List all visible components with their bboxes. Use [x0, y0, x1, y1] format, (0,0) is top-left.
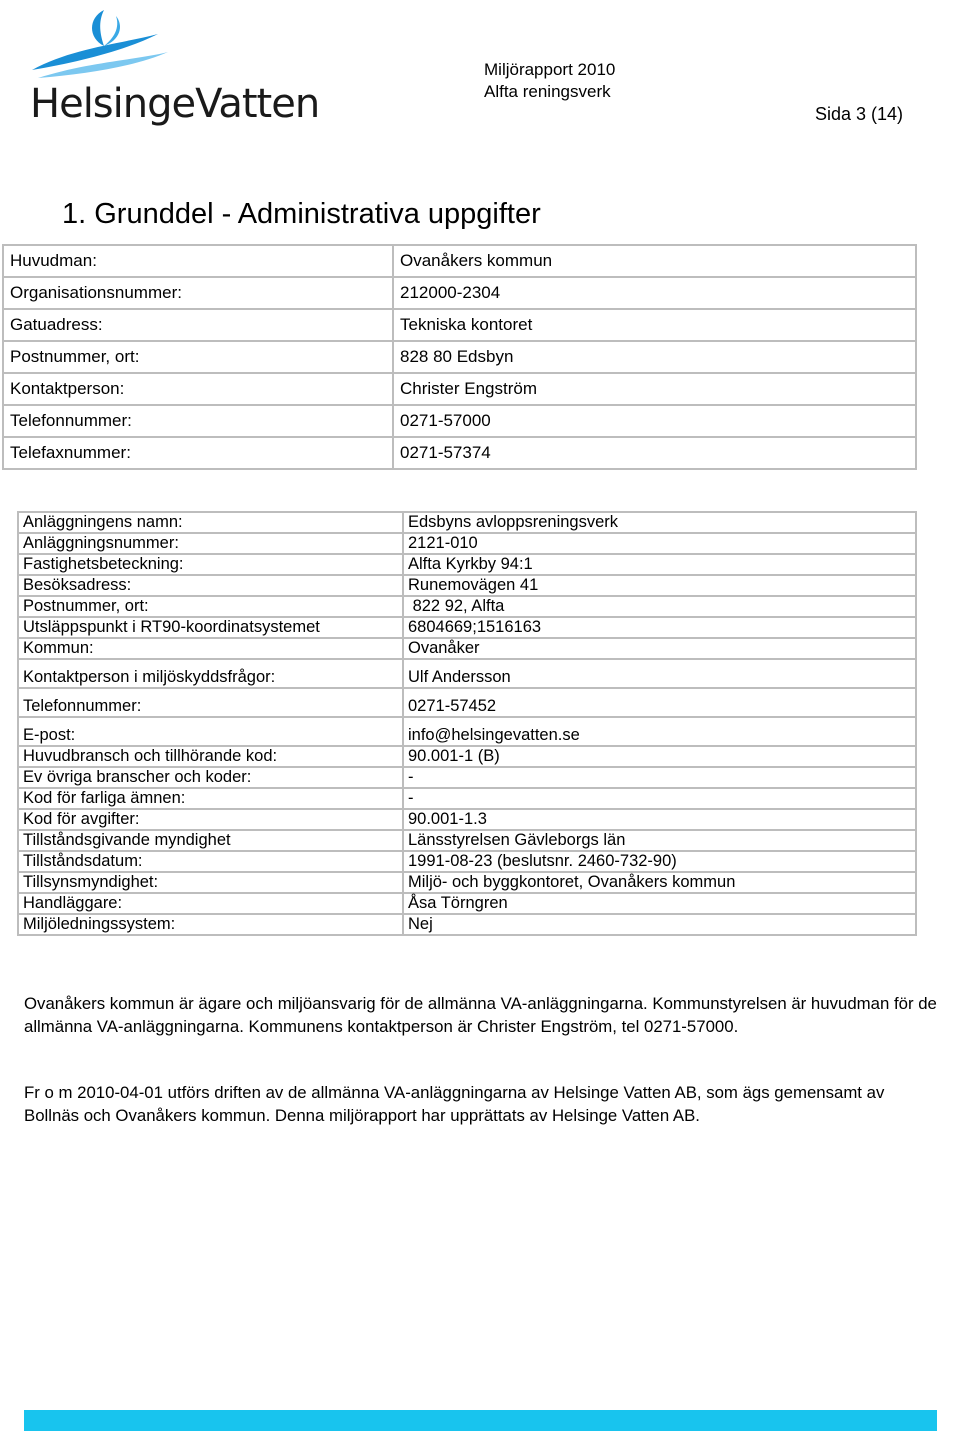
report-title: Miljörapport 2010: [484, 60, 616, 79]
row-label: Kod för farliga ämnen:: [18, 788, 403, 809]
table-row: [18, 809, 916, 830]
table-row: [3, 373, 916, 405]
row-value: -: [403, 767, 916, 788]
row-value: Tekniska kontoret: [393, 309, 916, 341]
table-row: [18, 638, 916, 659]
row-value: 822 92, Alfta: [403, 596, 916, 617]
table-row: [18, 659, 916, 688]
row-label: Kommun:: [18, 638, 403, 659]
table-row: [18, 533, 916, 554]
row-value: 90.001-1 (B): [403, 746, 916, 767]
owner-info-table: [2, 244, 917, 470]
row-label: Tillståndsgivande myndighet: [18, 830, 403, 851]
row-value: Ovanåkers kommun: [393, 245, 916, 277]
row-value: Ulf Andersson: [403, 659, 916, 688]
facility-info-table: [17, 511, 917, 936]
table-row: [18, 617, 916, 638]
ownership-paragraph: Ovanåkers kommun är ägare och miljöansvarig för de allmänna VA-anläggningarna. Kommunstyrelsen är huvudman för de allmänna VA-anläggningarna. Kommunens kontaktperson är Christer Engström, tel 0271-57000.: [24, 994, 937, 1036]
table-row: [3, 309, 916, 341]
row-label: Kontaktperson i miljöskyddsfrågor:: [18, 659, 403, 688]
row-value: 828 80 Edsbyn: [393, 341, 916, 373]
facility-name: Alfta reningsverk: [484, 82, 611, 101]
row-value: 6804669;1516163: [403, 617, 916, 638]
page-number: Sida 3 (14): [815, 104, 904, 124]
row-value: 0271-57374: [393, 437, 916, 469]
row-label: E-post:: [18, 717, 403, 746]
footer-bar: [24, 1410, 937, 1431]
row-value: Edsbyns avloppsreningsverk: [403, 512, 916, 533]
table-row: [3, 405, 916, 437]
row-value: Länsstyrelsen Gävleborgs län: [403, 830, 916, 851]
table-row: [18, 893, 916, 914]
table-row: [18, 767, 916, 788]
table-row: [18, 851, 916, 872]
row-label: Kod för avgifter:: [18, 809, 403, 830]
row-value: info@helsingevatten.se: [403, 717, 916, 746]
row-label: Postnummer, ort:: [18, 596, 403, 617]
table-row: [3, 341, 916, 373]
row-label: Miljöledningssystem:: [18, 914, 403, 935]
row-label: Huvudman:: [3, 245, 393, 277]
row-label: Utsläppspunkt i RT90-koordinatsystemet: [18, 617, 403, 638]
row-label: Telefaxnummer:: [3, 437, 393, 469]
row-value: 90.001-1.3: [403, 809, 916, 830]
row-label: Telefonnummer:: [3, 405, 393, 437]
row-label: Tillsynsmyndighet:: [18, 872, 403, 893]
row-value: Åsa Törngren: [403, 893, 916, 914]
row-label: Fastighetsbeteckning:: [18, 554, 403, 575]
table-row: [18, 596, 916, 617]
row-value: 2121-010: [403, 533, 916, 554]
row-label: Handläggare:: [18, 893, 403, 914]
row-label: Postnummer, ort:: [3, 341, 393, 373]
row-value: -: [403, 788, 916, 809]
table-row: [18, 688, 916, 717]
table-row: [18, 554, 916, 575]
row-label: Telefonnummer:: [18, 688, 403, 717]
row-label: Organisationsnummer:: [3, 277, 393, 309]
table-row: [3, 245, 916, 277]
table-row: [18, 575, 916, 596]
operations-paragraph: Fr o m 2010-04-01 utförs driften av de allmänna VA-anläggningarna av Helsinge Vatten AB, som ägs gemensamt av Bollnäs och Ovanåkers kommun. Denna miljörapport har upprättats av Helsinge Vatten AB.: [24, 1083, 885, 1125]
table-row: [18, 872, 916, 893]
table-row: [18, 914, 916, 935]
row-value: Alfta Kyrkby 94:1: [403, 554, 916, 575]
row-label: Tillståndsdatum:: [18, 851, 403, 872]
row-label: Huvudbransch och tillhörande kod:: [18, 746, 403, 767]
table-row: [18, 830, 916, 851]
company-logo: [28, 4, 320, 128]
table-row: [3, 277, 916, 309]
row-value: 0271-57000: [393, 405, 916, 437]
row-value: 1991-08-23 (beslutsnr. 2460-732-90): [403, 851, 916, 872]
table-row: [18, 788, 916, 809]
row-label: Kontaktperson:: [3, 373, 393, 405]
table-row: [18, 746, 916, 767]
table-row: [3, 437, 916, 469]
table-row: [18, 717, 916, 746]
row-label: Besöksadress:: [18, 575, 403, 596]
row-label: Anläggningens namn:: [18, 512, 403, 533]
row-value: Miljö- och byggkontoret, Ovanåkers kommun: [403, 872, 916, 893]
row-value: Ovanåker: [403, 638, 916, 659]
row-value: 0271-57452: [403, 688, 916, 717]
row-label: Gatuadress:: [3, 309, 393, 341]
row-label: Anläggningsnummer:: [18, 533, 403, 554]
row-value: Nej: [403, 914, 916, 935]
row-value: Runemovägen 41: [403, 575, 916, 596]
row-label: Ev övriga branscher och koder:: [18, 767, 403, 788]
water-drop-logo-icon: [28, 4, 298, 84]
row-value: Christer Engström: [393, 373, 916, 405]
row-value: 212000-2304: [393, 277, 916, 309]
logo-wordmark: HelsingeVatten: [30, 81, 320, 127]
section-title: 1. Grunddel - Administrativa uppgifter: [62, 198, 541, 230]
table-row: [18, 512, 916, 533]
